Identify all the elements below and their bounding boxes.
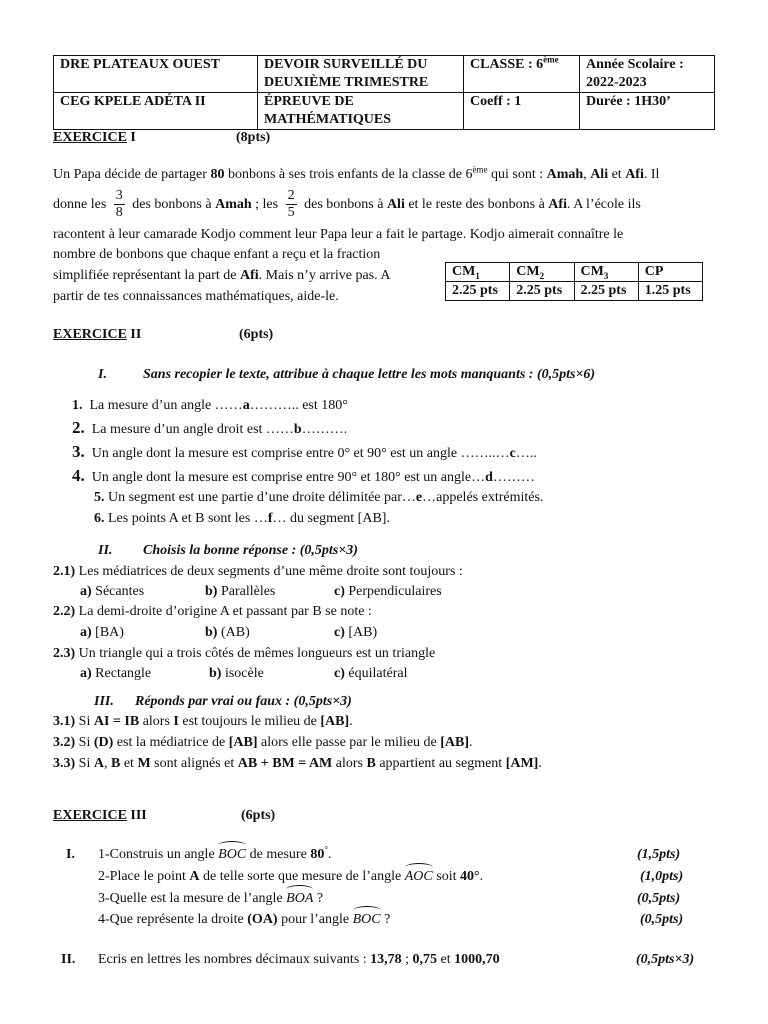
ex1-line-6: partir de tes connaissances mathématiques, aide-le.	[53, 289, 339, 304]
ex2-item-2: 2. La mesure d’un angle droit est ……b……….	[72, 418, 348, 437]
ex2-q23-option-a: a) Rectangle	[80, 666, 152, 681]
grading-cp-header: CP	[638, 263, 702, 282]
ex3-question-3: 3-Quelle est la mesure de l’angle BOA ?	[98, 891, 324, 906]
header-epreuve: ÉPREUVE DE MATHÉMATIQUES	[258, 93, 464, 130]
ex2-item-5: 5. Un segment est une partie d’une droite délimitée par…e…appelés extrémités.	[94, 490, 544, 505]
header-duree: Durée : 1H30’	[580, 93, 715, 130]
exercise-3-title: EXERCICE III	[53, 808, 147, 823]
ex2-question-2-1: 2.1) Les médiatrices de deux segments d’une même droite sont toujours :	[53, 564, 463, 579]
fraction-2-5: $\frac{2}{5}$	[287, 188, 295, 221]
ex2-item-3: 3. Un angle dont la mesure est comprise entre 0° et 90° est un angle ……..…c…..	[72, 442, 537, 461]
ex2-q21-option-a: a) Sécantes	[80, 584, 145, 599]
ex3-section-2-text: Ecris en lettres les nombres décimaux suivants : 13,78 ; 0,75 et 1000,70	[98, 952, 500, 967]
ex2-q23-option-c: c) équilatéral	[334, 666, 408, 681]
ex2-question-2-3: 2.3) Un triangle qui a trois côtés de mêmes longueurs est un triangle	[53, 646, 436, 661]
ex2-q21-option-c: c) Perpendiculaires	[334, 584, 442, 599]
header-school: CEG KPELE ADÉTA II	[54, 93, 258, 130]
grading-cm2-header: $CM_2$	[510, 263, 574, 282]
ex1-line-1: Un Papa décide de partager 80 bonbons à ses trois enfants de la classe de 6ème qui sont : Amah, Ali et Afi. Il	[53, 164, 660, 182]
ex2-section-2-title: Choisis la bonne réponse : (0,5pts×3)	[143, 543, 358, 558]
ex2-item-1: 1. La mesure d’un angle ……a……….. est 180°	[72, 398, 348, 413]
grading-cm2-value: 2.25 pts	[510, 282, 574, 301]
exercise-1-title: EXERCICE I	[53, 130, 136, 145]
exercise-3-points: (6pts)	[241, 808, 276, 823]
header-dre: DRE PLATEAUX OUEST	[54, 56, 258, 93]
angle-aoc: AOC	[404, 869, 433, 884]
ex2-statement-3-3: 3.3) Si A, B et M sont alignés et AB + BM = AM alors B appartient au segment [AM].	[53, 756, 542, 771]
grading-table	[445, 262, 703, 301]
ex2-q22-option-c: c) [AB)	[334, 625, 378, 640]
ex2-q23-option-b: b) isocèle	[209, 666, 264, 681]
header-table	[53, 55, 715, 130]
grading-cm1-header: $CM_1$	[446, 263, 510, 282]
ex2-question-2-2: 2.2) La demi-droite d’origine A et passant par B se note :	[53, 604, 372, 619]
ex3-q3-points: (0,5pts)	[637, 891, 681, 906]
ex2-q22-option-a: a) [BA)	[80, 625, 124, 640]
grading-cm3-header: $CM_3$	[574, 263, 638, 282]
ex3-section-2-number: II.	[61, 952, 76, 967]
ex2-item-4: 4. Un angle dont la mesure est comprise entre 90° et 180° est un angle…d………	[72, 466, 535, 485]
ex3-q4-points: (0,5pts)	[640, 912, 684, 927]
ex2-q22-option-b: b) (AB)	[205, 625, 250, 640]
angle-boa: BOA	[286, 891, 314, 906]
ex2-item-6: 6. Les points A et B sont les …f… du segment [AB].	[94, 511, 390, 526]
header-classe: CLASSE : 6ème	[464, 56, 580, 93]
ex2-section-3-number: III.	[94, 694, 114, 709]
ex2-section-1-number: I.	[98, 367, 107, 382]
ex1-line-4: nombre de bonbons que chaque enfant a reçu et la fraction	[53, 247, 381, 262]
ex3-q2-points: (1,0pts)	[640, 869, 684, 884]
ex2-section-3-title: Réponds par vrai ou faux : (0,5pts×3)	[135, 694, 352, 709]
ex2-section-1-title: Sans recopier le texte, attribue à chaque lettre les mots manquants : (0,5pts×6)	[143, 367, 596, 382]
exercise-2-title: EXERCICE II	[53, 327, 142, 342]
fraction-3-8: $\frac{3}{8}$	[115, 188, 123, 221]
grading-cp-value: 1.25 pts	[638, 282, 702, 301]
ex2-section-2-number: II.	[98, 543, 113, 558]
ex3-question-4: 4-Que représente la droite (OA) pour l’angle BOC ?	[98, 912, 391, 927]
angle-boc: BOC	[218, 847, 247, 862]
ex3-section-2-points: (0,5pts×3)	[636, 952, 695, 967]
header-coeff: Coeff : 1	[464, 93, 580, 130]
grading-cm3-value: 2.25 pts	[574, 282, 638, 301]
header-devoir: DEVOIR SURVEILLÉ DU DEUXIÈME TRIMESTRE	[258, 56, 464, 93]
ex1-line-2: donne les $\frac{3}{8}$ des bonbons à Amah ; les $\frac{2}{5}$ des bonbons à Ali et le reste des bonbons à Afi. A l’école ils	[53, 188, 641, 221]
exercise-1-points: (8pts)	[236, 130, 271, 145]
ex3-section-1-number: I.	[66, 847, 75, 862]
exercise-2-points: (6pts)	[239, 327, 274, 342]
ex2-statement-3-2: 3.2) Si (D) est la médiatrice de [AB] alors elle passe par le milieu de [AB].	[53, 735, 473, 750]
ex1-line-3: racontent à leur camarade Kodjo comment leur Papa leur a fait le partage. Kodjo aimerait connaître le	[53, 227, 624, 242]
ex2-q21-option-b: b) Parallèles	[205, 584, 276, 599]
ex1-line-5: simplifiée représentant la part de Afi. Mais n’y arrive pas. A	[53, 268, 391, 283]
grading-cm1-value: 2.25 pts	[446, 282, 510, 301]
header-annee: Année Scolaire : 2022-2023	[580, 56, 715, 93]
ex2-statement-3-1: 3.1) Si AI = IB alors I est toujours le milieu de [AB].	[53, 714, 353, 729]
ex3-q1-points: (1,5pts)	[637, 847, 681, 862]
ex3-question-2: 2-Place le point A de telle sorte que mesure de l’angle AOC soit 40°.	[98, 869, 484, 884]
angle-boc-2: BOC	[352, 912, 381, 927]
ex3-question-1: 1-Construis un angle BOC de mesure 80°.	[98, 844, 332, 862]
